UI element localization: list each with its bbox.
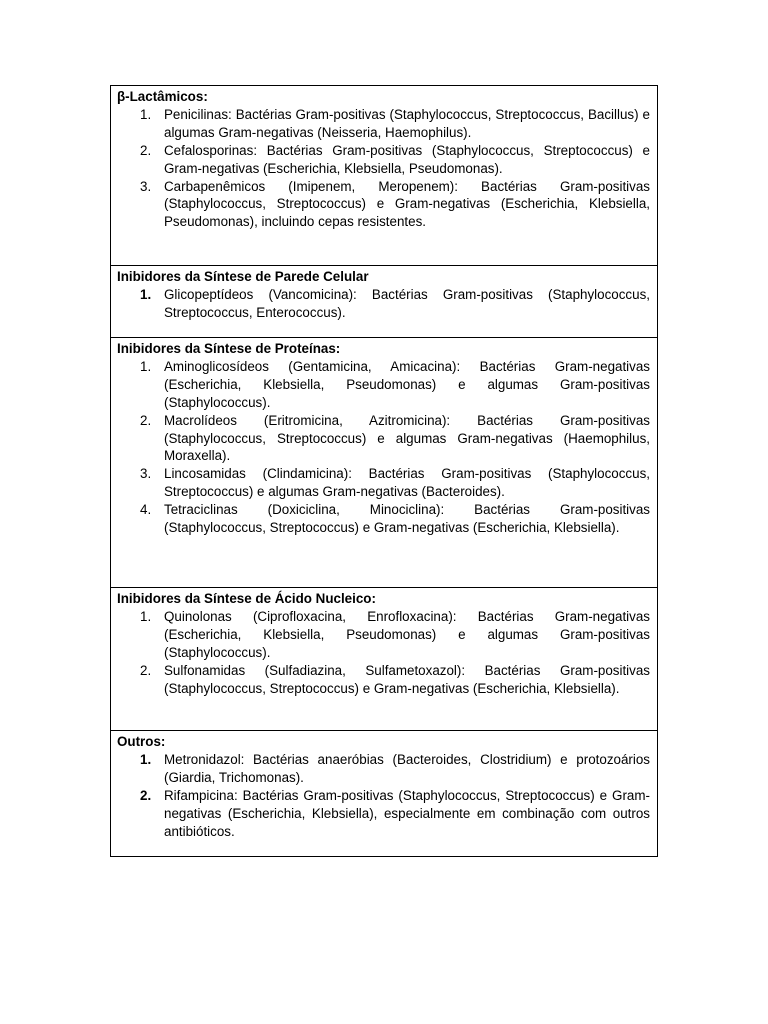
item-number: 2. <box>140 142 152 158</box>
section-title: Inibidores da Síntese de Proteínas: <box>117 341 341 356</box>
item-text: Tetraciclinas (Doxiciclina, Minociclina): Bactérias Gram-positivas (Staphylococcus, Streptococcus) e Gram-negativas (Escherichia, Klebsiella). <box>164 502 650 536</box>
item-number: 2. <box>140 662 152 678</box>
item-list <box>117 286 650 322</box>
list-item <box>117 662 650 698</box>
list-item <box>117 106 650 142</box>
item-text: Macrolídeos (Eritromicina, Azitromicina): Bactérias Gram-positivas (Staphylococcus, Streptococcus) e algumas Gram-negativas (Haemophilus, Moraxella). <box>164 412 650 464</box>
item-number: 2. <box>140 412 152 428</box>
list-item <box>117 751 650 787</box>
item-text: Carbapenêmicos (Imipenem, Meropenem): Bactérias Gram-positivas (Staphylococcus, Streptococcus) e Gram-negativas (Escherichia, Klebsiella, Pseudomonas), incluindo cepas resistentes. <box>164 178 650 230</box>
item-number: 1. <box>140 608 152 624</box>
item-number: 2. <box>140 787 152 803</box>
item-list <box>117 358 650 537</box>
item-number: 3. <box>140 178 152 194</box>
antibiotics-table <box>110 85 658 857</box>
item-number: 3. <box>140 466 152 482</box>
item-number: 1. <box>140 358 152 374</box>
item-text: Sulfonamidas (Sulfadiazina, Sulfametoxazol): Bactérias Gram-positivas (Staphylococcus, Streptococcus) e Gram-negativas (Escherichia, Klebsiella). <box>164 662 650 696</box>
item-list <box>117 106 650 231</box>
item-text: Metronidazol: Bactérias anaeróbias (Bacteroides, Clostridium) e protozoários (Giardia, Trichomonas). <box>164 751 650 785</box>
section-cell-wall-inhibitors <box>111 266 657 338</box>
list-item <box>117 608 650 662</box>
list-item <box>117 787 650 841</box>
section-beta-lactams <box>111 86 657 266</box>
item-text: Aminoglicosídeos (Gentamicina, Amicacina): Bactérias Gram-negativas (Escherichia, Klebsiella, Pseudomonas) e algumas Gram-positivas (Staphylococcus). <box>164 358 650 410</box>
section-title: Inibidores da Síntese de Parede Celular <box>117 269 369 284</box>
item-text: Lincosamidas (Clindamicina): Bactérias Gram-positivas (Staphylococcus, Streptococcus) e algumas Gram-negativas (Bacteroides). <box>164 466 650 500</box>
list-item <box>117 142 650 178</box>
section-title: β-Lactâmicos: <box>117 89 208 104</box>
item-text: Glicopeptídeos (Vancomicina): Bactérias Gram-positivas (Staphylococcus, Streptococcus, Enterococcus). <box>164 286 650 320</box>
item-list <box>117 751 650 841</box>
section-protein-synthesis-inhibitors <box>111 338 657 588</box>
item-number: 4. <box>140 502 152 518</box>
section-title: Inibidores da Síntese de Ácido Nucleico: <box>117 591 376 606</box>
item-list <box>117 608 650 698</box>
list-item <box>117 501 650 537</box>
section-nucleic-acid-inhibitors <box>111 588 657 731</box>
list-item <box>117 178 650 232</box>
section-others <box>111 731 657 856</box>
list-item <box>117 412 650 466</box>
item-number: 1. <box>140 286 152 302</box>
item-text: Rifampicina: Bactérias Gram-positivas (Staphylococcus, Streptococcus) e Gram-negativas (Escherichia, Klebsiella), especialmente em combinação com outros antibióticos. <box>164 787 650 839</box>
item-number: 1. <box>140 751 152 767</box>
list-item <box>117 358 650 412</box>
item-number: 1. <box>140 106 152 122</box>
list-item <box>117 465 650 501</box>
list-item <box>117 286 650 322</box>
item-text: Cefalosporinas: Bactérias Gram-positivas (Staphylococcus, Streptococcus) e Gram-negativas (Escherichia, Klebsiella, Pseudomonas). <box>164 142 650 176</box>
item-text: Penicilinas: Bactérias Gram-positivas (Staphylococcus, Streptococcus, Bacillus) e algumas Gram-negativas (Neisseria, Haemophilus). <box>164 106 650 140</box>
section-title: Outros: <box>117 734 166 749</box>
item-text: Quinolonas (Ciprofloxacina, Enrofloxacina): Bactérias Gram-negativas (Escherichia, Klebsiella, Pseudomonas) e algumas Gram-positivas (Staphylococcus). <box>164 608 650 660</box>
